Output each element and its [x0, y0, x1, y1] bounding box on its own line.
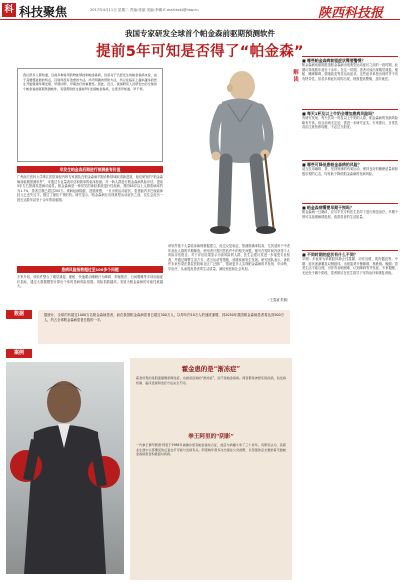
- elderly-man-illustration: [170, 62, 302, 244]
- lead-box: [17, 68, 163, 162]
- qa-text: 帕金森病一旦确诊，应尽早在专科医生指导下进行规范治疗。早期干预可以延缓病情进展，改善患者的生活质量。: [302, 210, 398, 219]
- body-text-1: 广州南方医科大学珠江医院神经内科专家团队在帕金森病早期诊断领域取得新进展，他们研发的“帕金森病前驱期预测软件”，可通过专业量表评估和简单的临床检测，对一般人群进行帕金森病风险评估，提前5年左右预测其患病可能性。帕金森病是一种常见的神经系统退行性疾病，我国65岁以上人群患病率约为1.7%，患者总数已超过200万。该病起病隐匿，进展缓慢，一旦出现运动症状，患者脑内多巴胺能神经元已丢失过半，错过了最佳干预时机。研究显示，帕金森病在出现典型运动症状之前，往往会经历一段长达数年甚至十余年的前驱期。: [17, 175, 163, 202]
- qa-text: 帕金森病前驱期是指帕金森病出现典型运动症状之前的一段时期，此期可持续数年甚至十余年。在这一时期，患者可能出现嗅觉减退、便秘、睡眠障碍、情绪改变等非运动症状。这些症状单独出现时并不具有特异性，但若多种症状同时出现，则需提高警惕，及时就医。: [302, 63, 398, 81]
- body-text-3: 该软件基于大量临床病例数据建立，经过反复验证，预测准确率较高，尤其适用于中老年高危人群的早期筛查。使用者只需回答软件中的相关问题，便可在短时间内获得个人风险评估报告。对于评估结果显示为高风险的人群，医生会建议其进一步接受专业检查，并通过调整生活方式、适当运动等措施，延缓疾病发生发展。研究团队表示，该软件未来有望在基层医院和社区广泛推广，帮助更多人实现帕金森病的早发现、早诊断、早治疗，从而提高患者的生活质量，减轻家庭和社会负担。: [168, 244, 290, 271]
- header-info: 2017年4月11日 星期二 责编:张丽 美编:李娜 E-mail:sxkj@hsw.cn: [90, 8, 199, 12]
- qa-text: 适当饮用咖啡、茶，坚持规律的有氧运动，保持良好的睡眠质量和积极乐观的心态，均有助于降低帕金森病的发病风险。: [302, 167, 398, 176]
- case-column: [130, 358, 292, 580]
- case-text-1: 霍金所患的是肌萎缩侧索硬化症，也就是俗称的“渐冻症”，而不是帕金森病。两者都是神经系统疾病，但发病机制、临床表现和治疗方法完全不同。: [136, 376, 286, 385]
- case-label: 案例: [6, 349, 32, 358]
- case-subtitle: 拳王阿里的“阴影”: [188, 434, 234, 440]
- qa-heading: ■ 哪些帕金森病前驱症状需要警惕？: [302, 56, 398, 63]
- section-icon: 科: [2, 3, 16, 17]
- qa-heading: ■ 不同时期的症状有什么不同？: [302, 250, 398, 257]
- boxer-figure-icon: [6, 362, 124, 574]
- right-column: [302, 56, 398, 497]
- data-text: 据统计，全球约有超过1000万名帕金森病患者，而在我国帕金森病患者已超过300万人，以每年约10万人的速度递增，到2030年我国帕金森病患者将达到500万人，约占全球帕金森病患者总数的一半。: [44, 313, 284, 322]
- qa-text: 有研究发现，每天饮用一杯及以上牛奶的人群，帕金森病的发病风险略有升高，但目前尚无定论，需进一步研究证实。专家建议，日常饮食应注意营养均衡，不必过分担忧。: [302, 116, 398, 130]
- qa-heading: ■ 每天1杯及以上牛奶会增加患病风险吗？: [302, 109, 398, 116]
- subheadline: 我国专家研发全球首个帕金森前驱期预测软件: [125, 29, 275, 38]
- section-heading-2: 患病风险指数超过至100多个问题: [17, 266, 163, 273]
- qa-heading: ■ 哪些可降低患帕金森病的风险？: [302, 160, 398, 167]
- qa-text: 早期：多表现为单侧肢体静止性震颤、动作迟缓、肌肉僵直等。中期：症状逐渐累及双侧肢体，出现姿势平衡障碍，易跌倒。晚期：患者生活不能自理，可伴有吞咽困难、认知障碍等并发症。专家提醒，无论处于哪个阶段，患者都应在医生指导下坚持治疗和康复训练。: [302, 257, 398, 275]
- lead-text: 我们很多人都知道，目前多种常用药物能够控制帕金森病，但是对于已经发生的帕金森病来说，由于其缓慢进展的特点，目前尚没有治愈的方法，尚无明确的预防方法，所以在临床上越来越多的医生开始强调早期发现、早期诊断、早期治疗的重要性。因此，近日，我国研究人员研发出的全球首个帕金森前驱期预测软件，有望帮助医生提前5年发现帕金森病，让患者早知道、早干预。: [23, 73, 157, 91]
- boxer-photo: [6, 362, 124, 574]
- data-box: [38, 310, 290, 344]
- data-label: 数据: [6, 310, 32, 319]
- case-text-2: 一代拳王穆罕默德·阿里于1984年被确诊患有帕金森综合征，此后与病魔斗争了三十余年。有研究认为，其职业生涯中头部遭受的反复击打可能与发病有关。阿里晚年曾多次出现在公众视野，以坚强的意志激励着无数帕金森病患者积极面对疾病。: [136, 443, 286, 456]
- analysis-label: 解读: [293, 70, 299, 83]
- section-title: 科技聚焦: [19, 5, 68, 19]
- body-text-2: 专家介绍，该软件整合了嗅觉减退、便秘、快速眼动睡眠行为障碍、抑郁焦虑、日间嗜睡等多项前驱症状指标，通过大数据模型计算出个体的患病风险指数。风险指数越高，发展为帕金森病的可能性就越大。: [17, 275, 163, 289]
- case-title: 霍金患的是“渐冻症”: [181, 365, 241, 373]
- newspaper-brand: 陕西科技报: [318, 6, 384, 21]
- section-heading-1: 早发生帕金森后期进行预测最有价值: [17, 166, 163, 173]
- byline: （王蓬斌 供稿）: [266, 298, 290, 302]
- qa-heading: ■ 帕金森病需要早期干预吗？: [302, 203, 398, 210]
- headline: 提前5年可知是否得了“帕金森”: [96, 44, 304, 60]
